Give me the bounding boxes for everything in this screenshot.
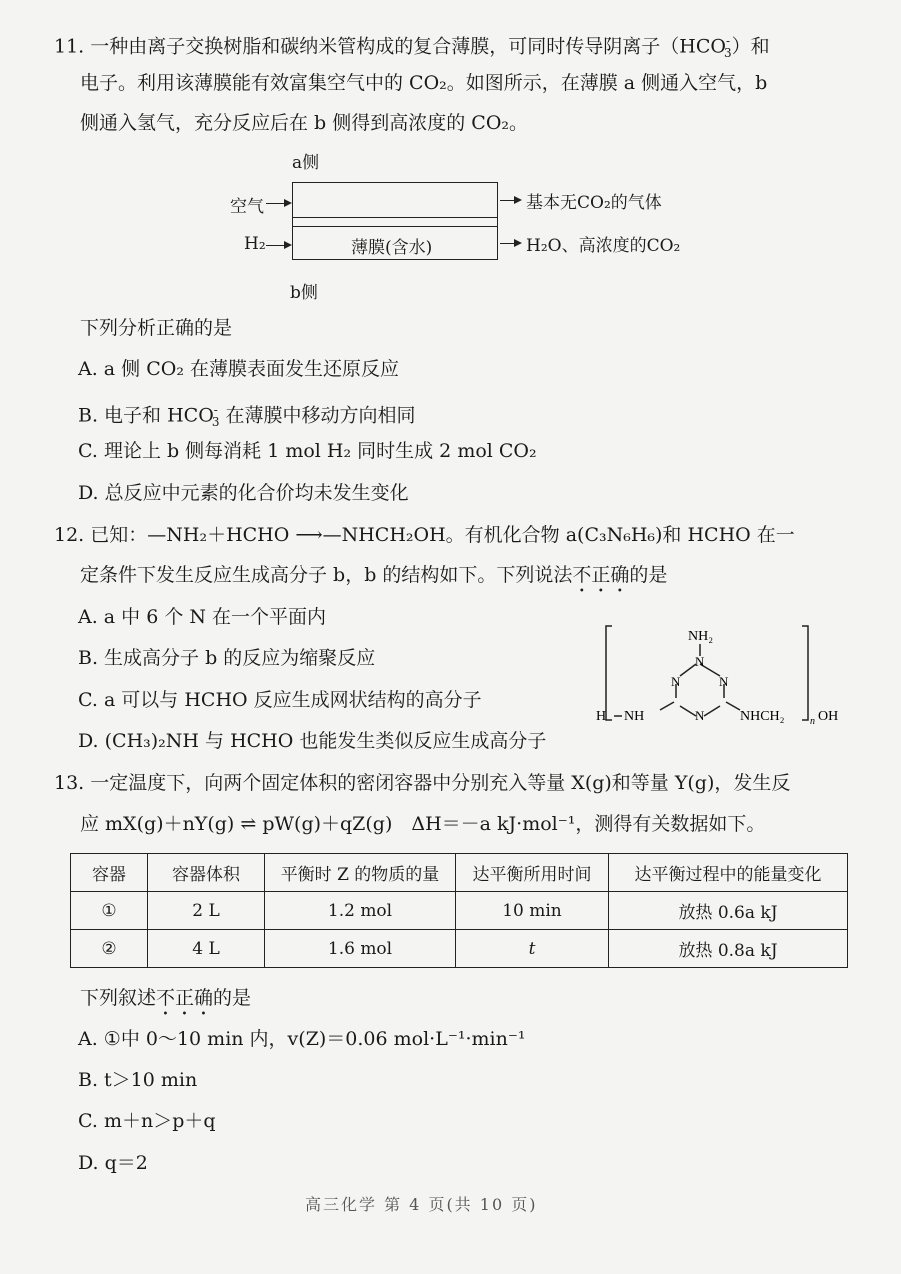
table-header: 容器体积 [148, 854, 265, 892]
table-cell: 4 L [148, 930, 265, 968]
air-arrow [266, 203, 290, 204]
nh-label: NH [624, 709, 645, 724]
side-b-label: b侧 [290, 283, 318, 303]
top-output-label: 基本无CO₂的气体 [526, 193, 662, 213]
table-header-row [71, 854, 848, 892]
table-cell: 1.6 mol [265, 930, 456, 968]
table-row [71, 892, 848, 930]
q13-data-table [70, 853, 848, 968]
q12-option-d: D. (CH₃)₂NH 与 HCHO 也能发生类似反应生成高分子 [78, 730, 547, 752]
q13-line2: 应 mX(g)＋nY(g) ⇌ pW(g)＋qZ(g) ΔH＝－a kJ·mol⁻¹，测得有关数据如下。 [80, 813, 766, 835]
nhch2-label: NHCH₂ [740, 709, 785, 724]
table-cell: 2 L [148, 892, 265, 930]
q11-stem: 下列分析正确的是 [80, 317, 233, 339]
h2-arrow [266, 245, 290, 246]
table-header: 达平衡所用时间 [456, 854, 609, 892]
q12-option-b: B. 生成高分子 b 的反应为缩聚反应 [78, 647, 376, 669]
ring-n-bottom: N [695, 708, 705, 723]
table-header: 平衡时 Z 的物质的量 [265, 854, 456, 892]
q12-line1: 12. 已知：—NH₂＋HCHO ⟶—NHCH₂OH。有机化合物 a(C₃N₆H₆)和 HCHO 在一 [54, 524, 795, 546]
ring-n-right: N [719, 674, 729, 689]
h2-input-label: H₂ [244, 234, 266, 254]
q12-option-a: A. a 中 6 个 N 在一个平面内 [78, 606, 327, 628]
q11-option-b: B. 电子和 $HCO^-_3$ 在薄膜中移动方向相同 [78, 403, 416, 430]
table-header: 达平衡过程中的能量变化 [609, 854, 848, 892]
q11-option-a: A. a 侧 CO₂ 在薄膜表面发生还原反应 [78, 358, 399, 380]
side-a-label: a侧 [292, 153, 320, 173]
table-cell: 1.2 mol [265, 892, 456, 930]
q12-line2: 定条件下发生反应生成高分子 b，b 的结构如下。下列说法不正确的是 [80, 564, 668, 586]
bottom-output-arrow [500, 243, 520, 244]
table-cell: 10 min [456, 892, 609, 930]
page-footer: 高三化学 第 4 页(共 10 页) [305, 1195, 538, 1214]
q13-option-b: B. t＞10 min [78, 1069, 198, 1091]
q13-line1: 13. 一定温度下，向两个固定体积的密闭容器中分别充入等量 X(g)和等量 Y(g)，发生反 [54, 772, 791, 794]
q13-stem: 下列叙述不正确的是 [80, 987, 252, 1009]
polymer-structure [594, 620, 854, 732]
q11-option-d: D. 总反应中元素的化合价均未发生变化 [78, 482, 409, 504]
table-cell: ② [71, 930, 148, 968]
table-cell: 放热 0.8a kJ [609, 930, 848, 968]
q12-option-c: C. a 可以与 HCHO 反应生成网状结构的高分子 [78, 689, 482, 711]
membrane-box [292, 182, 498, 260]
q11-line2: 电子。利用该薄膜能有效富集空气中的 CO₂。如图所示，在薄膜 a 侧通入空气，b [80, 72, 768, 94]
q13-option-d: D. q＝2 [78, 1152, 148, 1174]
q13-option-a: A. ①中 0～10 min 内，v(Z)＝0.06 mol·L⁻¹·min⁻¹ [78, 1028, 526, 1050]
membrane-diagram [220, 148, 700, 303]
end-h-label: H [596, 709, 607, 724]
table-header: 容器 [71, 854, 148, 892]
table-cell: t [456, 930, 609, 968]
repeat-n-label: n [810, 716, 815, 727]
q11-line1: 11. 一种由离子交换树脂和碳纳米管构成的复合薄膜，可同时传导阴离子$(HCO^-_3)$和 [54, 34, 770, 61]
end-oh-label: OH [818, 709, 839, 724]
amino-group-label: NH₂ [688, 629, 714, 644]
polymer-structure-drawing [594, 620, 854, 732]
table-cell: ① [71, 892, 148, 930]
q11-option-c: C. 理论上 b 侧每消耗 1 mol H₂ 同时生成 2 mol CO₂ [78, 440, 537, 462]
air-input-label: 空气 [230, 197, 264, 217]
ring-n-left: N [671, 674, 681, 689]
q11-line3: 侧通入氢气，充分反应后在 b 侧得到高浓度的 CO₂。 [80, 112, 529, 134]
membrane-label: 薄膜(含水) [351, 238, 433, 258]
q13-option-c: C. m＋n＞p＋q [78, 1110, 216, 1132]
ring-n-top: N [695, 654, 705, 669]
table-row [71, 930, 848, 968]
table-cell: 放热 0.6a kJ [609, 892, 848, 930]
bottom-output-label: H₂O、高浓度的CO₂ [526, 236, 681, 256]
top-output-arrow [500, 200, 520, 201]
membrane-band [293, 217, 497, 227]
